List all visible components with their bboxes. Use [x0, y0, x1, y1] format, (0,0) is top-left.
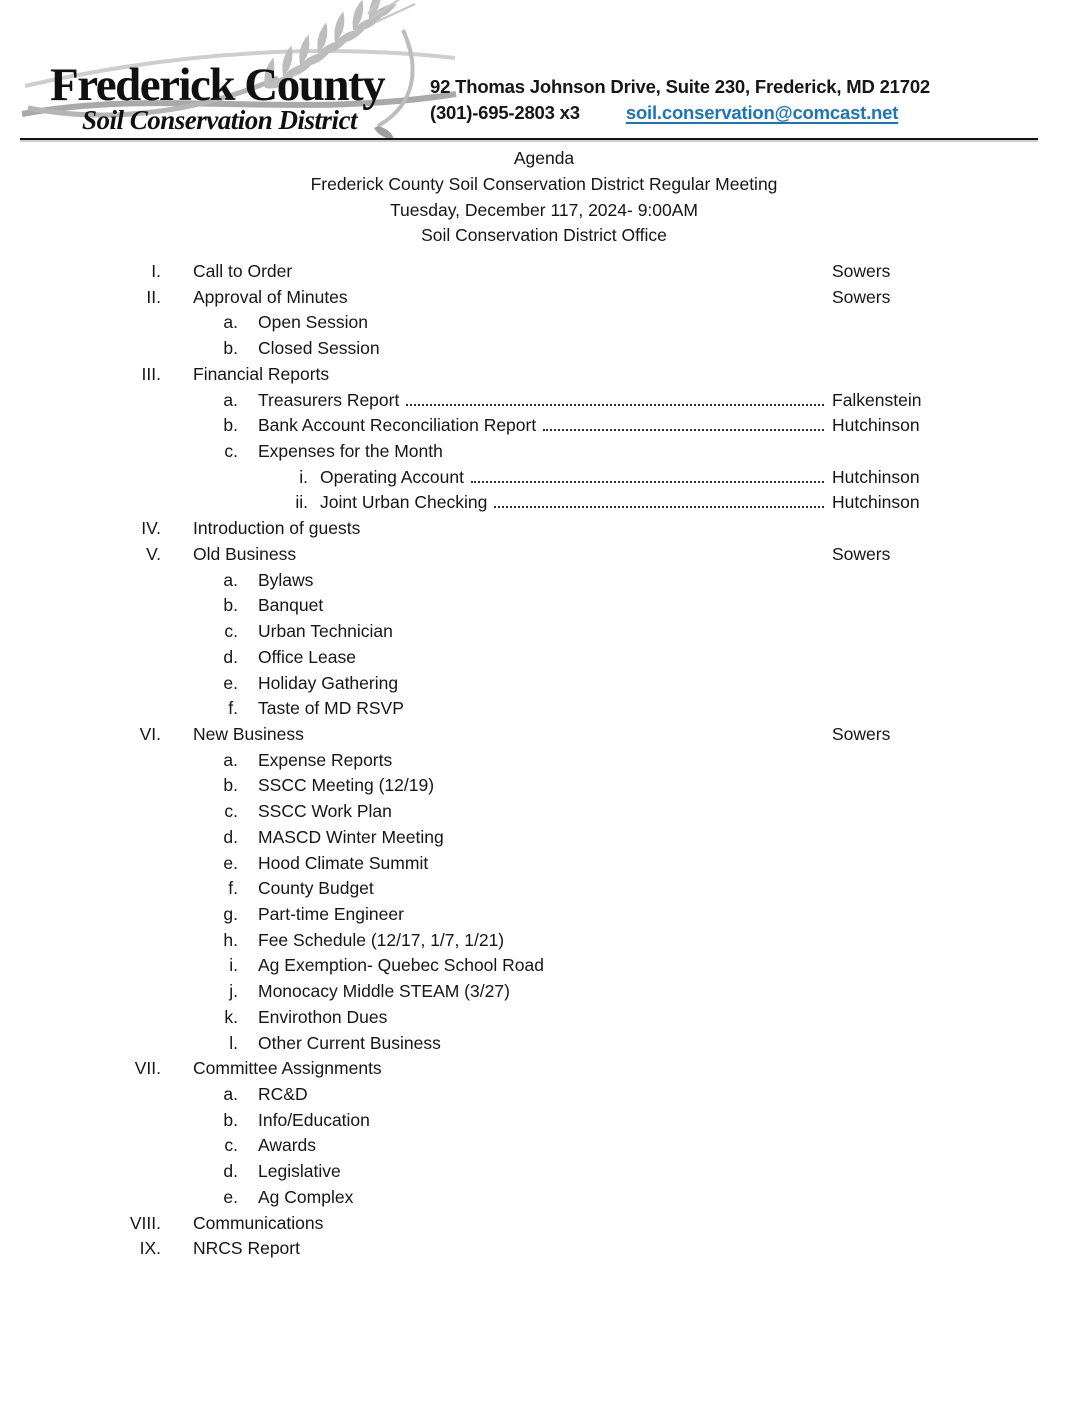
item-text: Closed Session	[258, 338, 380, 359]
item-number: VI.	[139, 723, 161, 744]
agenda-item	[0, 851, 1088, 877]
item-text: Introduction of guests	[193, 518, 361, 539]
meeting-name: Frederick County Soil Conservation District Regular Meeting	[310, 173, 778, 194]
item-presenter: Falkenstein	[832, 389, 922, 410]
item-number: e.	[223, 852, 238, 873]
agenda-list	[0, 259, 1088, 1262]
item-text: Fee Schedule (12/17, 1/7, 1/21)	[258, 929, 505, 950]
item-number: II.	[146, 286, 161, 307]
agenda-item	[0, 748, 1088, 774]
item-text: Open Session	[258, 312, 368, 333]
logo-title: Frederick County	[50, 59, 385, 111]
item-presenter: Sowers	[832, 261, 891, 281]
item-number: e.	[223, 672, 238, 693]
item-text: Committee Assignments	[193, 1058, 382, 1079]
item-text: Treasurers Report	[258, 389, 400, 410]
item-number: IX.	[139, 1238, 161, 1259]
agenda-item	[0, 928, 1088, 954]
agenda-item	[0, 1082, 1088, 1108]
agenda-item	[0, 1211, 1088, 1237]
contact-email-link[interactable]: soil.conservation@comcast.net	[625, 102, 899, 123]
agenda-item	[0, 285, 1088, 311]
item-number: V.	[146, 543, 161, 564]
agenda-item	[0, 1056, 1088, 1082]
agenda-item	[0, 619, 1088, 645]
item-number: b.	[223, 415, 238, 436]
item-text: Financial Reports	[193, 363, 330, 384]
agenda-item	[0, 388, 1088, 414]
item-number: b.	[223, 338, 238, 359]
item-text: Monocacy Middle STEAM (3/27)	[258, 981, 510, 1002]
item-number: c.	[224, 621, 238, 642]
item-text: RC&D	[258, 1084, 308, 1104]
item-number: a.	[223, 1084, 238, 1104]
agenda-item	[0, 336, 1088, 362]
agenda-item	[0, 696, 1088, 722]
item-text: Holiday Gathering	[258, 672, 399, 693]
agenda-item	[0, 1108, 1088, 1134]
item-text: Bank Account Reconciliation Report	[258, 415, 537, 436]
agenda-item	[0, 1133, 1088, 1159]
contact-block	[430, 74, 930, 126]
agenda-item	[0, 310, 1088, 336]
agenda-item	[0, 259, 1088, 285]
item-text: Envirothon Dues	[258, 1006, 388, 1027]
item-text: New Business	[193, 723, 304, 744]
agenda-item	[0, 1236, 1088, 1262]
dot-leader	[406, 400, 824, 406]
item-text: Joint Urban Checking	[320, 492, 488, 513]
agenda-item	[0, 465, 1088, 491]
item-text: Bylaws	[258, 569, 314, 590]
item-number: a.	[223, 312, 238, 333]
item-text: County Budget	[258, 878, 374, 899]
item-text: Part-time Engineer	[258, 903, 404, 924]
item-presenter: Sowers	[832, 286, 891, 307]
agenda-item	[0, 773, 1088, 799]
item-number: a.	[223, 389, 238, 410]
item-number: IV.	[141, 518, 161, 539]
item-number: VII.	[134, 1058, 161, 1079]
item-text: Other Current Business	[258, 1032, 441, 1053]
agenda-item	[0, 953, 1088, 979]
item-text: Urban Technician	[258, 621, 393, 642]
item-text: Ag Complex	[258, 1186, 354, 1207]
item-number: k.	[224, 1006, 238, 1027]
agenda-item	[0, 1159, 1088, 1185]
item-number: d.	[223, 646, 238, 667]
item-number: d.	[223, 826, 238, 847]
logo-subtitle: Soil Conservation District	[82, 105, 358, 135]
item-number: c.	[224, 1135, 238, 1156]
item-text: Banquet	[258, 595, 324, 616]
item-number: b.	[223, 775, 238, 796]
agenda-item	[0, 825, 1088, 851]
agenda-item	[0, 799, 1088, 825]
agenda-item	[0, 1031, 1088, 1057]
agenda-item	[0, 439, 1088, 465]
item-number: c.	[224, 801, 238, 822]
item-text: Ag Exemption- Quebec School Road	[258, 955, 544, 976]
agenda-item	[0, 1185, 1088, 1211]
agenda-item	[0, 593, 1088, 619]
item-number: d.	[223, 1161, 238, 1182]
item-number: c.	[224, 441, 238, 462]
item-number: a.	[223, 569, 238, 590]
item-text: MASCD Winter Meeting	[258, 826, 444, 847]
item-number: e.	[223, 1186, 238, 1207]
item-number: b.	[223, 595, 238, 616]
agenda-item	[0, 568, 1088, 594]
item-presenter: Hutchinson	[832, 415, 920, 436]
item-text: Call to Order	[193, 261, 293, 281]
item-text: Approval of Minutes	[193, 286, 348, 307]
item-text: Taste of MD RSVP	[258, 698, 404, 719]
item-number: j.	[229, 981, 238, 1002]
item-text: Communications	[193, 1212, 324, 1233]
agenda-item	[0, 1005, 1088, 1031]
item-presenter: Sowers	[832, 543, 891, 564]
item-text: Expense Reports	[258, 749, 393, 770]
agenda-item	[0, 542, 1088, 568]
meeting-datetime: Tuesday, December 117, 2024- 9:00AM	[389, 199, 699, 220]
dot-leader	[471, 477, 824, 483]
item-number: III.	[141, 363, 161, 384]
item-presenter: Hutchinson	[832, 466, 920, 487]
agenda-item	[0, 902, 1088, 928]
agenda-item	[0, 362, 1088, 388]
item-number: b.	[223, 1109, 238, 1130]
item-text: Awards	[258, 1135, 317, 1156]
dot-leader	[543, 425, 824, 431]
title-block	[0, 146, 1088, 249]
item-text: NRCS Report	[193, 1238, 300, 1259]
item-text: Expenses for the Month	[258, 441, 443, 462]
item-number: I.	[151, 261, 161, 281]
agenda-item	[0, 671, 1088, 697]
item-text: Operating Account	[320, 466, 464, 487]
item-text: Office Lease	[258, 646, 356, 667]
item-number: i.	[229, 955, 238, 976]
item-number: f.	[228, 698, 238, 719]
item-text: Hood Climate Summit	[258, 852, 429, 873]
item-number: i.	[299, 466, 308, 487]
item-number: VIII.	[129, 1212, 161, 1233]
dot-leader	[494, 502, 824, 508]
item-number: f.	[228, 878, 238, 899]
agenda-item	[0, 979, 1088, 1005]
agenda-item	[0, 645, 1088, 671]
agenda-item	[0, 876, 1088, 902]
contact-phone: (301)-695-2803 x3	[430, 102, 580, 123]
item-text: Legislative	[258, 1161, 341, 1182]
agenda-item	[0, 413, 1088, 439]
item-text: SSCC Meeting (12/19)	[258, 775, 435, 796]
item-text: SSCC Work Plan	[258, 801, 392, 822]
item-number: h.	[223, 929, 238, 950]
agenda-item	[0, 490, 1088, 516]
item-text: Old Business	[193, 543, 297, 564]
meeting-location: Soil Conservation District Office	[421, 225, 667, 246]
item-presenter: Sowers	[832, 723, 891, 744]
item-number: a.	[223, 749, 238, 770]
item-number: l.	[229, 1032, 238, 1053]
contact-address: 92 Thomas Johnson Drive, Suite 230, Frederick, MD 21702	[430, 76, 931, 97]
item-presenter: Hutchinson	[832, 492, 920, 513]
item-number: ii.	[295, 492, 308, 513]
item-text: Info/Education	[258, 1109, 370, 1130]
agenda-item	[0, 516, 1088, 542]
item-number: g.	[223, 903, 238, 924]
header-divider	[20, 138, 1038, 140]
document-title: Agenda	[513, 148, 575, 168]
agenda-item	[0, 722, 1088, 748]
